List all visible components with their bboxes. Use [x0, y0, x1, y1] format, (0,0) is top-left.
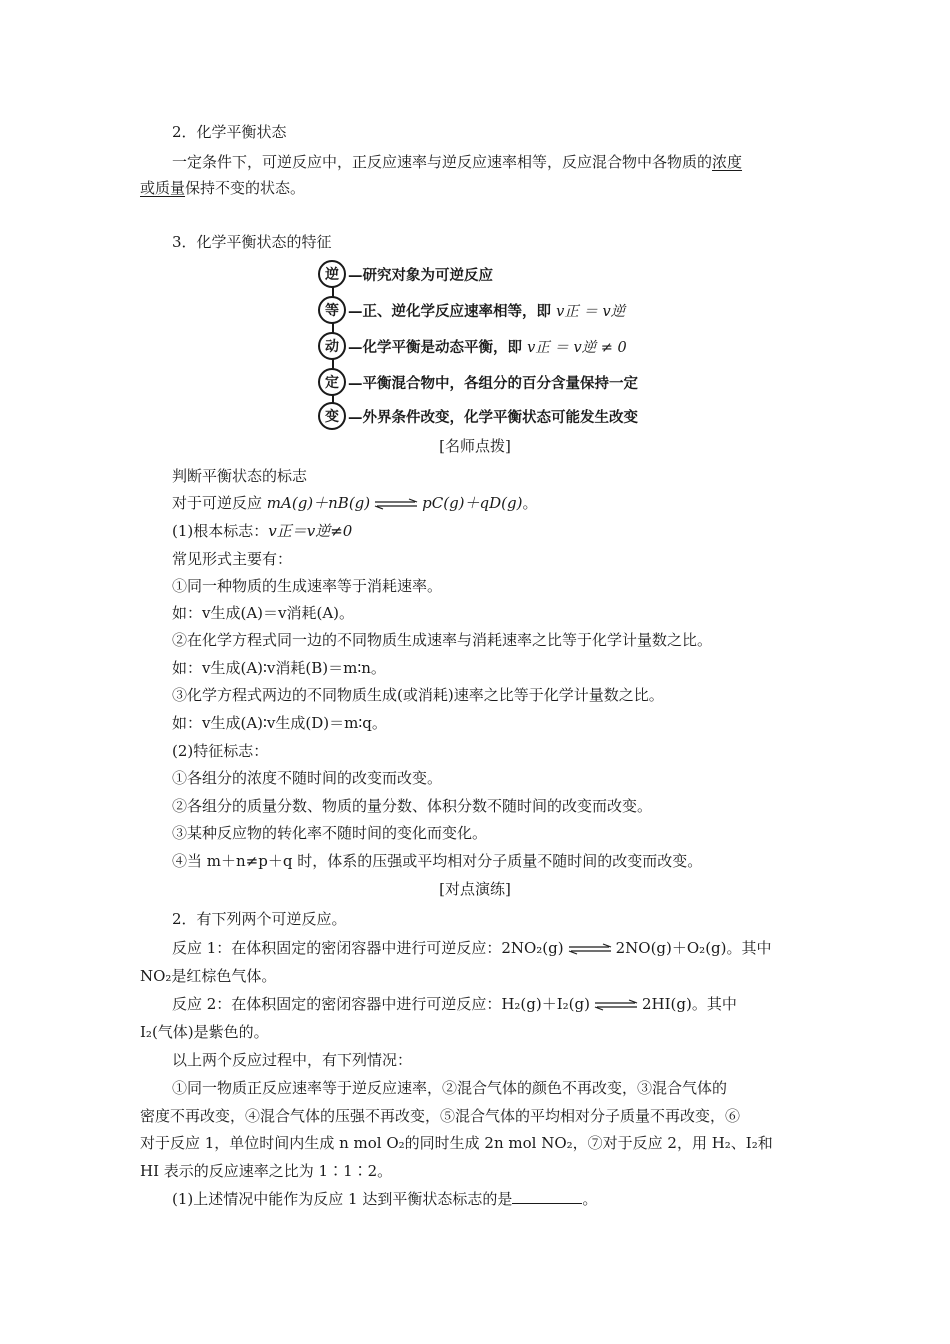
- answer-blank[interactable]: [512, 1189, 582, 1204]
- tips-line: (2)特征标志：: [172, 742, 269, 760]
- conditions-line: HI 表示的反应速率之比为 1∶1∶2。: [140, 1162, 393, 1180]
- diagram-row: [318, 260, 493, 288]
- practice-title: [对点演练]: [439, 880, 511, 898]
- diagram-row: [318, 332, 627, 360]
- reaction-1-left: 反应 1：在体积固定的密闭容器中进行可逆反应：2NO₂(g): [172, 939, 564, 957]
- circled-char: 定: [318, 368, 346, 396]
- tips-line: ②在化学方程式同一边的不同物质生成速率与消耗速率之比等于化学计量数之比。: [172, 631, 713, 649]
- tips-formula: v正＝v逆≠0: [268, 522, 353, 540]
- conditions-line: 对于反应 1，单位时间内生成 n mol O₂的同时生成 2n mol NO₂，⑦对于反应 2，用 H₂、I₂和: [140, 1134, 773, 1152]
- section-heading: 3．化学平衡状态的特征: [172, 233, 332, 251]
- tips-title: [名师点拨]: [439, 437, 511, 455]
- diagram-row: [318, 368, 638, 396]
- diagram-text: [348, 336, 627, 357]
- diagram-formula: v正 ＝ v逆 ≠ 0: [527, 339, 627, 356]
- circled-char: 变: [318, 402, 346, 430]
- tips-line: [172, 521, 352, 541]
- def-text-a: 一定条件下，可逆反应中，正反应速率与逆反应速率相等，反应混合物中各物质的: [172, 153, 713, 171]
- tips-eq-suffix: 。: [522, 494, 538, 512]
- reaction-2-left: 反应 2：在体积固定的密闭容器中进行可逆反应：H₂(g)＋I₂(g): [172, 995, 590, 1013]
- tips-line: ④当 m＋n≠p＋q 时，体系的压强或平均相对分子质量不随时间的改变而改变。: [172, 852, 703, 870]
- definition-line-1: [172, 152, 742, 172]
- definition-line-2: [140, 178, 305, 198]
- circled-char: 逆: [318, 260, 346, 288]
- diagram-text-main: —化学平衡是动态平衡，即: [348, 338, 528, 356]
- tips-line: 如：v生成(A)∶v生成(D)＝m∶q。: [172, 714, 387, 732]
- conditions-intro: 以上两个反应过程中，有下列情况：: [172, 1051, 413, 1069]
- tips-line: ③某种反应物的转化率不随时间的变化而变化。: [172, 824, 488, 842]
- reaction-2-line: [172, 994, 737, 1014]
- def-underline-1: 浓度: [712, 153, 743, 171]
- reaction-2-note: I₂(气体)是紫色的。: [140, 1023, 269, 1041]
- diagram-text: —研究对象为可逆反应: [348, 266, 493, 284]
- equation-left: mA(g)＋nB(g): [266, 494, 371, 512]
- def-text-b: 保持不变的状态。: [185, 179, 306, 197]
- diagram-text-main: —正、逆化学反应速率相等，即: [348, 302, 557, 320]
- diagram-text: —平衡混合物中，各组分的百分含量保持一定: [348, 374, 638, 392]
- diagram-text: —外界条件改变，化学平衡状态可能发生改变: [348, 408, 638, 426]
- feature-diagram: [318, 258, 678, 430]
- question-heading: 2．有下列两个可逆反应。: [172, 910, 347, 928]
- reaction-1-note: NO₂是红棕色气体。: [140, 967, 277, 985]
- tips-line: 判断平衡状态的标志: [172, 467, 308, 485]
- tips-equation-line: [172, 493, 537, 513]
- conditions-line: 密度不再改变，④混合气体的压强不再改变，⑤混合气体的平均相对分子质量不再改变，⑥: [140, 1107, 741, 1125]
- tips-eq-prefix: 对于可逆反应: [172, 494, 267, 512]
- reaction-1-right: 2NO(g)＋O₂(g)。其中: [615, 939, 772, 957]
- sub-question-text: (1)上述情况中能作为反应 1 达到平衡状态标志的是: [172, 1190, 513, 1208]
- sub-question: [172, 1189, 597, 1209]
- diagram-text: [348, 300, 625, 321]
- tips-line: ③化学方程式两边的不同物质生成(或消耗)速率之比等于化学计量数之比。: [172, 686, 664, 704]
- reaction-2-right: 2HI(g)。其中: [641, 995, 737, 1013]
- diagram-formula: v正 ＝ v逆: [556, 303, 626, 320]
- equilibrium-arrow-icon: [593, 999, 639, 1011]
- tips-label: (1)根本标志：: [172, 522, 269, 540]
- tips-line: ①各组分的浓度不随时间的改变而改变。: [172, 769, 443, 787]
- section-heading: 2．化学平衡状态: [172, 123, 287, 141]
- tips-line: ①同一种物质的生成速率等于消耗速率。: [172, 577, 443, 595]
- tips-line: 如：v生成(A)∶v消耗(B)＝m∶n。: [172, 659, 386, 677]
- diagram-row: [318, 402, 638, 430]
- equilibrium-arrow-icon: [373, 498, 419, 510]
- diagram-row: [318, 296, 625, 324]
- def-underline-2: 或质量: [140, 179, 186, 197]
- tips-line: 如：v生成(A)＝v消耗(A)。: [172, 604, 355, 622]
- circled-char: 动: [318, 332, 346, 360]
- circled-char: 等: [318, 296, 346, 324]
- equilibrium-arrow-icon: [567, 943, 613, 955]
- conditions-line: ①同一物质正反应速率等于逆反应速率，②混合气体的颜色不再改变，③混合气体的: [172, 1079, 728, 1097]
- tips-line: 常见形式主要有：: [172, 550, 293, 568]
- sub-question-end: 。: [582, 1190, 598, 1208]
- equation-right: pC(g)＋qD(g): [422, 494, 523, 512]
- reaction-1-line: [172, 938, 772, 958]
- tips-line: ②各组分的质量分数、物质的量分数、体积分数不随时间的改变而改变。: [172, 797, 653, 815]
